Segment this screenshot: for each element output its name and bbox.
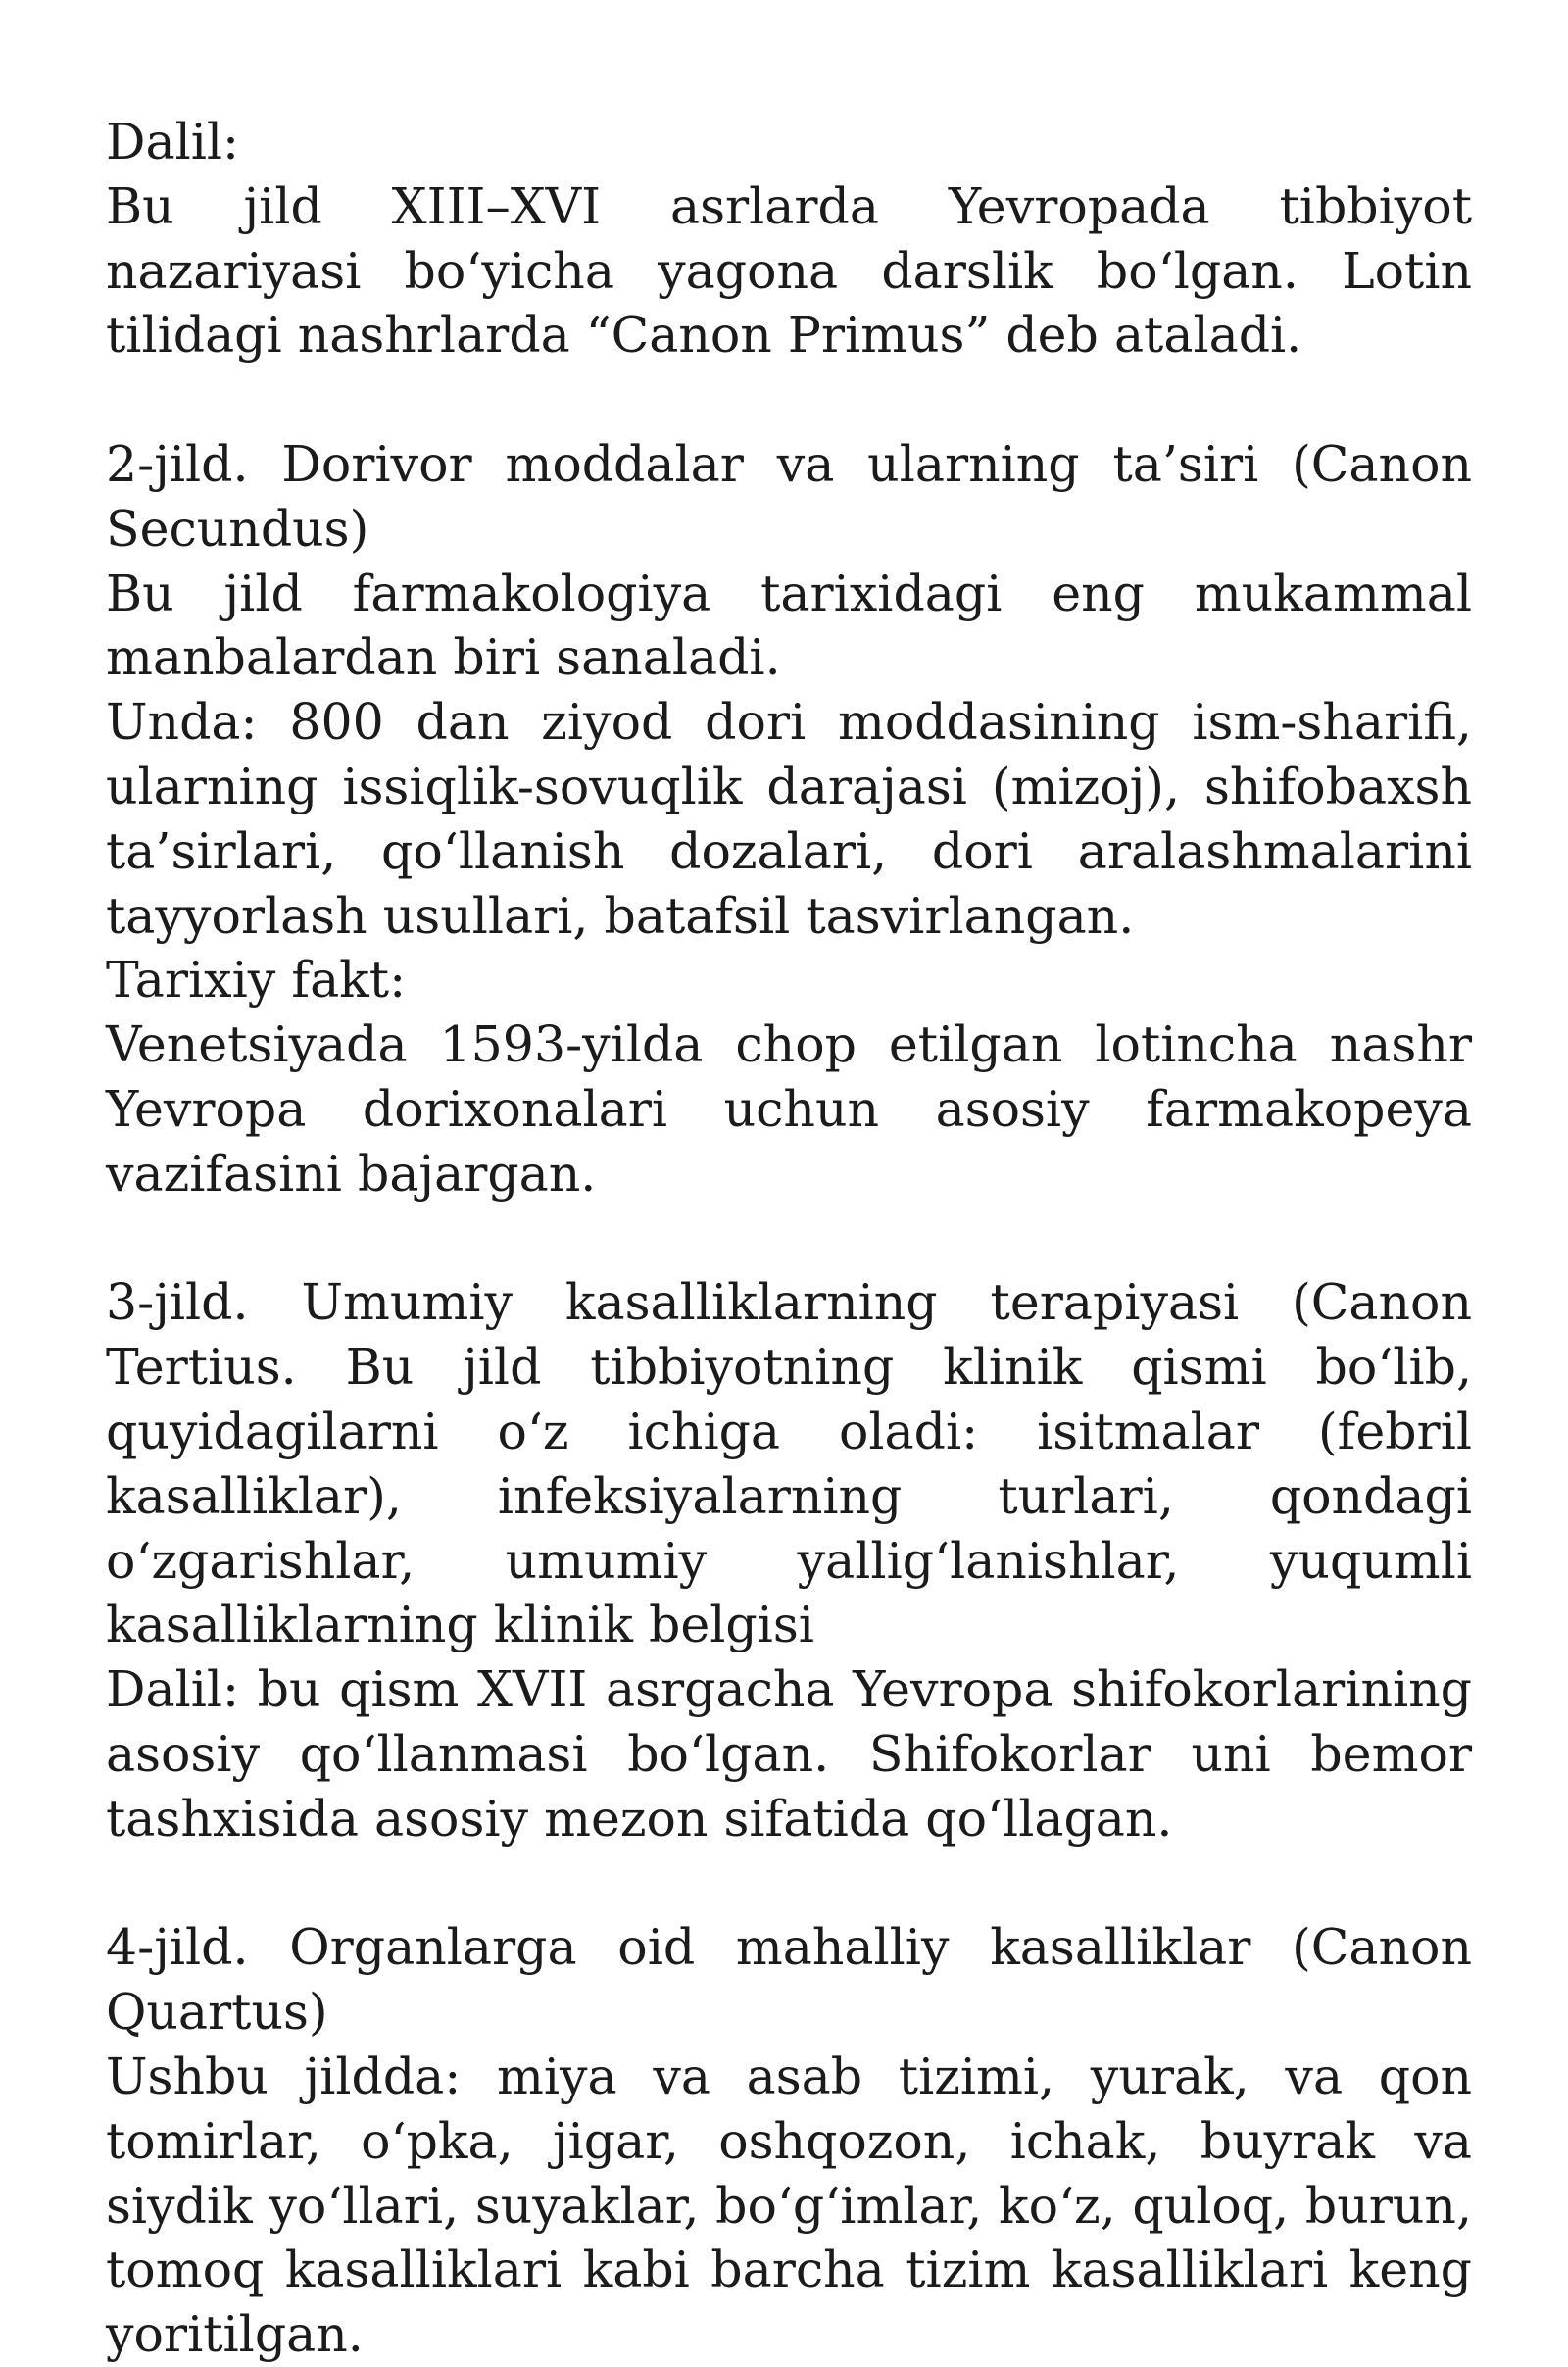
volume-2-contents: Unda: 800 dan ziyod dori moddasining ism-sharifi, ularning issiqlik-sovuqlik darajasi (mizoj), shifobaxsh ta’sirlari, qo‘llanish dozalari, dori aralashmalarini tayyorlash usullari, batafsil tasvirlangan. <box>106 693 1472 945</box>
volume-2-heading: 2-jild. Dorivor moddalar va ularning ta’siri (Canon Secundus) <box>106 434 1472 558</box>
evidence-label: Dalil: <box>106 113 240 171</box>
document-page <box>106 110 1472 2367</box>
volume-4-text: Ushbu jildda: miya va asab tizimi, yurak, va qon tomirlar, o‘pka, jigar, oshqozon, ichak, buyrak va siydik yo‘llari, suyaklar, bo‘g‘imlar, ko‘z, quloq, burun, tomoq kasalliklari kabi barcha tizim kasalliklari keng yoritilgan. <box>106 2046 1472 2364</box>
historical-fact-text: Venetsiyada 1593-yilda chop etilgan lotincha nashr Yevropa dorixonalari uchun asosiy farmakopeya vazifasini bajargan. <box>106 1015 1472 1203</box>
volume-4-heading: 4-jild. Organlarga oid mahalliy kasalliklar (Canon Quartus) <box>106 1918 1472 2042</box>
historical-fact-label: Tarixiy fakt: <box>106 951 407 1010</box>
volume-3-evidence-text: Dalil: bu qism XVII asrgacha Yevropa shifokorlarining asosiy qo‘llanmasi bo‘lgan. Shifokorlar uni bemor tashxisida asosiy mezon sifatida qo‘llagan. <box>106 1660 1472 1848</box>
paragraph-gap <box>106 368 1472 432</box>
volume-2-description: Bu jild farmakologiya tarixidagi eng mukammal manbalardan biri sanaladi. <box>106 564 1472 687</box>
volume-1-evidence-text: Bu jild XIII–XVI asrlarda Yevropada tibbiyot nazariyasi bo‘yicha yagona darslik bo‘lgan. Lotin tilidagi nashrlarda “Canon Primus” deb ataladi. <box>106 176 1472 365</box>
paragraph-gap <box>106 1207 1472 1271</box>
paragraph-gap <box>106 1851 1472 1916</box>
volume-3-text: 3-jild. Umumiy kasalliklarning terapiyasi (Canon Tertius. Bu jild tibbiyotning klinik qismi bo‘lib, quyidagilarni o‘z ichiga oladi: isitmalar (febril kasalliklar), infeksiyalarning turlari, qondagi o‘zgarishlar, umumiy yallig‘lanishlar, yuqumli kasalliklarning klinik belgisi <box>106 1273 1472 1654</box>
